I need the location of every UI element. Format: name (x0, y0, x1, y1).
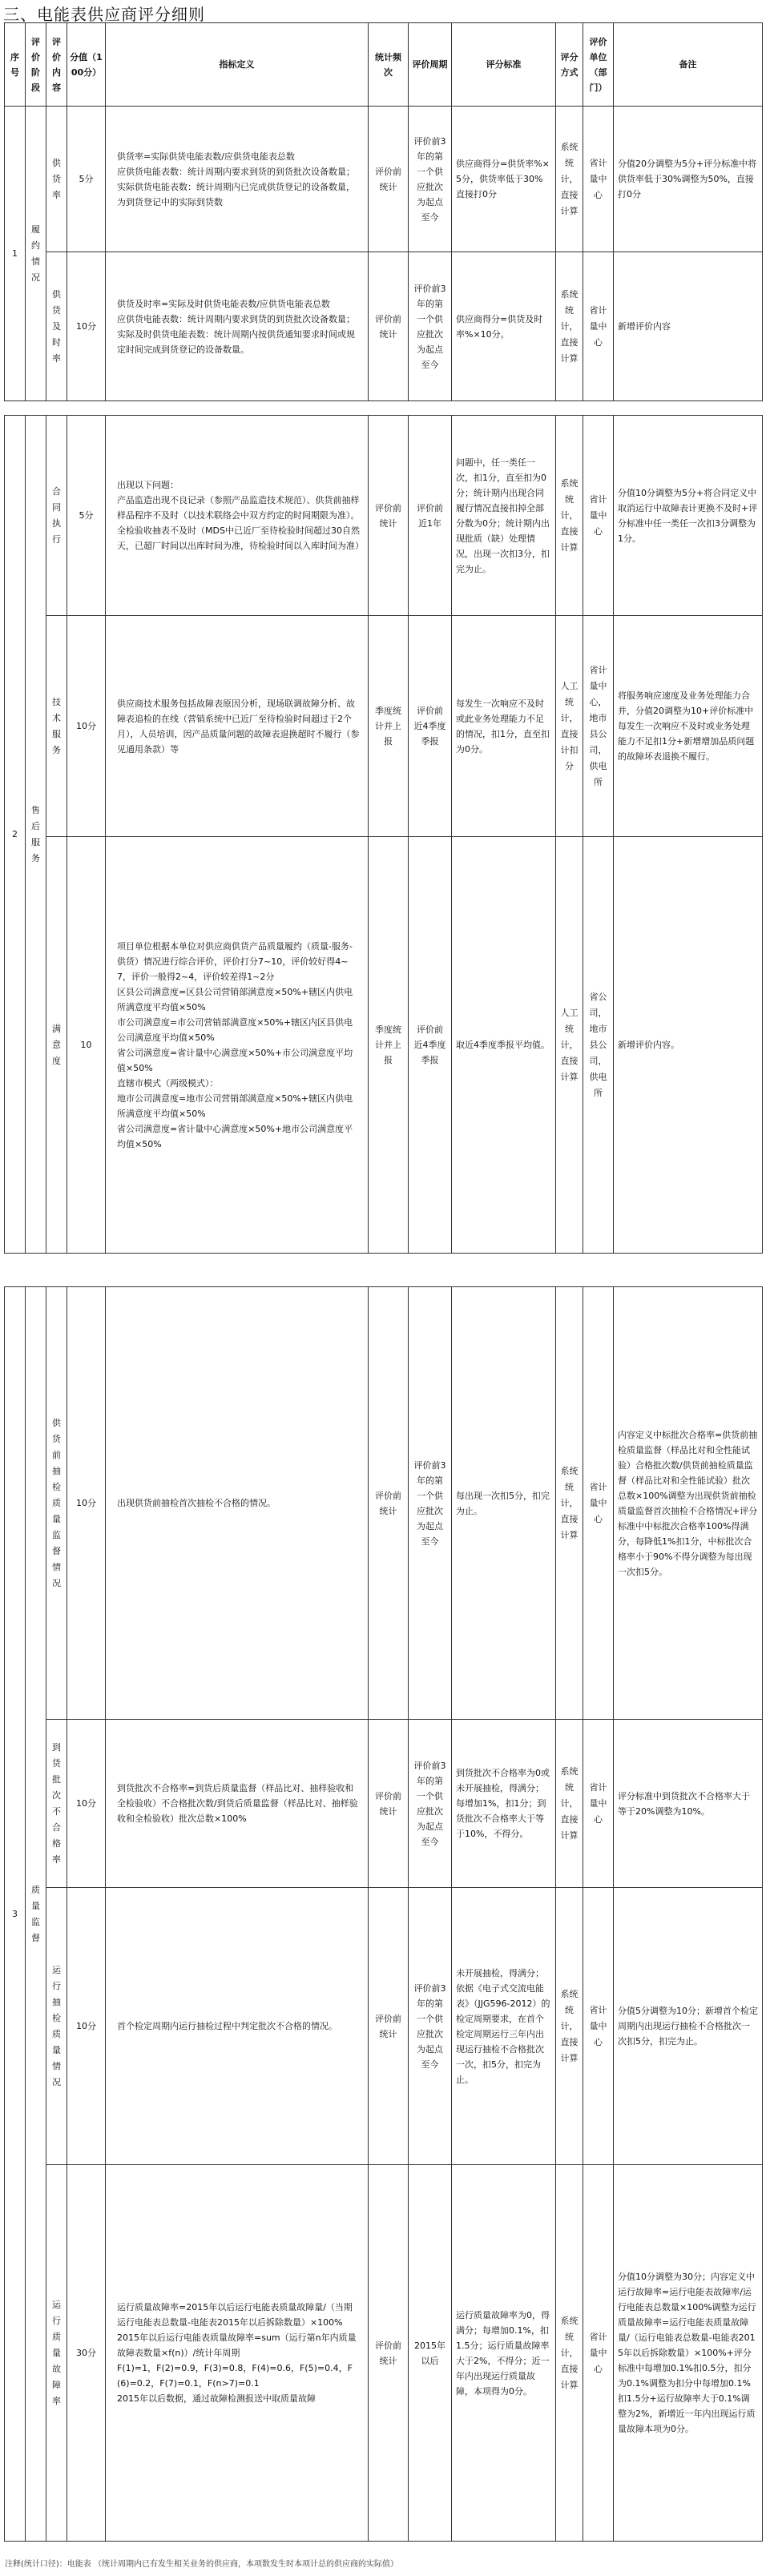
content-cell: 满意度 (46, 837, 67, 1254)
header-period: 评价周期 (409, 23, 452, 107)
definition-cell: 出现供货前抽检首次抽检不合格的情况。 (106, 1287, 369, 1720)
unit-cell: 省计量中心 (583, 107, 614, 252)
unit-cell: 省计量中心 (583, 1720, 614, 1888)
score-table-part2 (4, 415, 763, 1254)
method-cell: 系统统计，直接计算 (556, 1888, 583, 2165)
standard-cell: 到货批次不合格率为0或未开展抽检，得满分；每增加1%，扣1分；到货批次不合格率大于等于10%，不得分。 (452, 1720, 556, 1888)
method-cell: 系统统计，直接计算 (556, 107, 583, 252)
standard-cell: 每发生一次响应不及时或此业务处理能力不足的情况，扣1分，直至扣为0分。 (452, 616, 556, 837)
table-row (5, 1888, 763, 2165)
score-cell: 10分 (67, 1720, 106, 1888)
seq-cell: 2 (5, 416, 26, 1254)
header-remark: 备注 (614, 23, 763, 107)
seq-cell: 1 (5, 107, 26, 401)
standard-cell: 运行质量故障率为0，得满分；每增加0.1%，扣1.5分；运行质量故障率大于2%，不得分；近一年内出现运行质量故障，本项得为0分。 (452, 2165, 556, 2542)
period-cell: 评价前3年的第一个供应批次为起点至今 (409, 252, 452, 401)
table-row (5, 2165, 763, 2542)
definition-cell: 出现以下问题： 产品监造出现不良记录（参照产品监造技术规范）、供货前抽样样品程序不及时（以技术联络会中双方约定的时间期限为准）。 全检验收抽表不及时（MDS中已近厂至待检验时间超过30自然天，已超厂时间以出库时间为准，待检验时间以入库时间为准） (106, 416, 369, 616)
remark-cell: 内容定义中标批次合格率=供货前抽检质量监督（样品比对和全性能试验）合格批次数/供货前抽检质量监督（样品比对和全性能试验）批次总数×100%调整为出现供货前抽检质量监督首次抽检不合格情况+评分标准中中标批次合格率100%得满分，每降低1%扣1分，中标批次合格率小于90%不得分调整为每出现一次扣5分。 (614, 1287, 763, 1720)
header-stage: 评价阶段 (26, 23, 46, 107)
seq-cell: 3 (5, 1287, 26, 2542)
header-seq: 序号 (5, 23, 26, 107)
header-freq: 统计频次 (369, 23, 409, 107)
method-cell: 系统统计，直接计算 (556, 252, 583, 401)
freq-cell: 评价前统计 (369, 416, 409, 616)
content-cell: 技术服务 (46, 616, 67, 837)
freq-cell: 评价前统计 (369, 1888, 409, 2165)
method-cell: 人工统计，直接计算 (556, 837, 583, 1254)
header-standard: 评分标准 (452, 23, 556, 107)
header-score: 分值（100分） (67, 23, 106, 107)
remark-cell: 评分标准中到货批次不合格率大于等于20%调整为10%。 (614, 1720, 763, 1888)
unit-cell: 省计量中心 (583, 252, 614, 401)
header-unit: 评价单位（部门） (583, 23, 614, 107)
freq-cell: 评价前统计 (369, 1287, 409, 1720)
definition-cell: 供应商技术服务包括故障表原因分析，现场联调故障分析、故障表追检的在线（营销系统中已近厂至待检验时间超过于2个月），人员培训，因产品质量问题的故障表退换超时不履行（参见通用条款）等 (106, 616, 369, 837)
table-row (5, 416, 763, 616)
definition-cell: 供货率=实际供货电能表数/应供货电能表总数 应供货电能表数：统计周期内要求到货的到货批次设备数量； 实际供货电能表数：统计周期内已完成供货登记的设备数量，为到货登记中的实际到货数 (106, 107, 369, 252)
score-cell: 10分 (67, 252, 106, 401)
definition-cell: 运行质量故障率=2015年以后运行电能表质量故障量/（当期运行电能表总数量-电能表2015年以后拆除数量）×100% 2015年以后运行电能表质量故障率=sum（运行第n年内质量故障表数量×f(n)）/统计年周期 F(1)=1，F(2)=0.9，F(3)=0.8，F(4)=0.6，F(5)=0.4，F(6)=0.2，F(7)=0.1，F(n>7)=0.1 2015年以后数据，通过故障检测报送中取质量故障 (106, 2165, 369, 2542)
content-cell: 运行质量故障率 (46, 2165, 67, 2542)
table-row (5, 837, 763, 1254)
period-cell: 2015年以后 (409, 2165, 452, 2542)
standard-cell: 供应商得分=供货及时率%×10分。 (452, 252, 556, 401)
freq-cell: 季度统计并上报 (369, 616, 409, 837)
freq-cell: 评价前统计 (369, 2165, 409, 2542)
score-table-part3 (4, 1286, 763, 2542)
table-row (5, 107, 763, 252)
content-cell: 合同执行 (46, 416, 67, 616)
content-cell: 到货批次不合格率 (46, 1720, 67, 1888)
remark-cell: 新增评价内容。 (614, 837, 763, 1254)
unit-cell: 省计量中心 (583, 2165, 614, 2542)
footer-note: 注释(统计口径)：电能表 （统计周期内已有发生相关业务的供应商，本项数发生时本项计总的供应商的实际值） (5, 2560, 398, 2569)
standard-cell: 未开展抽检，得满分；依据《电子式交流电能表》（JJG596-2012）的检定周期要求，在首个检定周期运行三年内出现运行抽检不合格批次一次，扣5分，扣完为止。 (452, 1888, 556, 2165)
score-cell: 30分 (67, 2165, 106, 2542)
unit-cell: 省计量中心 (583, 416, 614, 616)
freq-cell: 评价前统计 (369, 252, 409, 401)
content-cell: 供货及时率 (46, 252, 67, 401)
method-cell: 人工统计，直接计扣分 (556, 616, 583, 837)
method-cell: 系统统计，直接计算 (556, 416, 583, 616)
score-table-part1 (4, 22, 763, 401)
definition-cell: 到货批次不合格率=到货后质量监督（样品比对、抽样验收和全检验收）不合格批次数/到货后质量监督（样品比对、抽样验收和全检验收）批次总数×100% (106, 1720, 369, 1888)
period-cell: 评价前3年的第一个供应批次为起点至今 (409, 1888, 452, 2165)
remark-cell: 分值10分调整为5分+将合同定义中取消运行中故障表计更换不及时+评分标准中任一类任一次扣3分调整为1分。 (614, 416, 763, 616)
score-cell: 10分 (67, 616, 106, 837)
period-cell: 评价前近1年 (409, 416, 452, 616)
header-definition: 指标定义 (106, 23, 369, 107)
standard-cell: 每出现一次扣5分，扣完为止。 (452, 1287, 556, 1720)
stage-cell: 售后服务 (26, 416, 46, 1254)
period-cell: 评价前近4季度季报 (409, 837, 452, 1254)
period-cell: 评价前3年的第一个供应批次为起点至今 (409, 1287, 452, 1720)
remark-cell: 新增评价内容 (614, 252, 763, 401)
definition-cell: 首个检定周期内运行抽检过程中判定批次不合格的情况。 (106, 1888, 369, 2165)
content-cell: 供货率 (46, 107, 67, 252)
table-row (5, 616, 763, 837)
header-method: 评分方式 (556, 23, 583, 107)
definition-cell: 项目单位根据本单位对供应商供货产品质量履约（质量-服务-供货）情况进行综合评价，评价打分7~10，评价较好得4~7，评价一般得2~4，评价较差得1~2分 区县公司满意度=区县公司营销部满意度×50%+辖区内供电所满意度平均值×50% 市公司满意度=市公司营销部满意度×50%+辖区内区县供电公司满意度平均值×50% 省公司满意度=省计量中心满意度×50%+市公司满意度平均值×50% 直辖市模式（两级模式）： 地市公司满意度=地市公司营销部满意度×50%+辖区内供电所满意度平均值×50% 省公司满意度=省计量中心满意度×50%+地市公司满意度平均值×50% (106, 837, 369, 1254)
method-cell: 系统统计，直接计算 (556, 1720, 583, 1888)
content-cell: 供货前抽检质量监督情况 (46, 1287, 67, 1720)
table-row (5, 1720, 763, 1888)
table-row (5, 1287, 763, 1720)
score-cell: 5分 (67, 107, 106, 252)
score-cell: 10分 (67, 1287, 106, 1720)
method-cell: 系统统计，直接计算 (556, 1287, 583, 1720)
standard-cell: 问题中，任一类任一次，扣1分，直至扣为0分；统计期内出现合同履行情况直接扣掉全部分数为0分；统计期内出现批质（缺）处理情况，出现一次扣3分，扣完为止。 (452, 416, 556, 616)
unit-cell: 省计量中心 (583, 1888, 614, 2165)
content-cell: 运行抽检质量情况 (46, 1888, 67, 2165)
remark-cell: 分值20分调整为5分+评分标准中将供货率低于30%调整为50%，直接打0分 (614, 107, 763, 252)
standard-cell: 取近4季度季报平均值。 (452, 837, 556, 1254)
stage-cell: 履约情况 (26, 107, 46, 401)
freq-cell: 评价前统计 (369, 107, 409, 252)
remark-cell: 分值10分调整为30分；内容定义中运行故障率=运行电能表故障率/运行电能表总数量×100%调整为运行质量故障率=运行电能表质量故障量/（运行电能表总数量-电能表2015年以后拆除数量）×100%+评分标准中每增加0.1%扣0.5分，扣分为0.1%调整为扣分中每增加0.1%扣1.5分+运行故障率大于0.1%调整为2%，新增近一年内出现运行质量故障本项为0分。 (614, 2165, 763, 2542)
freq-cell: 评价前统计 (369, 1720, 409, 1888)
period-cell: 评价前3年的第一个供应批次为起点至今 (409, 107, 452, 252)
period-cell: 评价前近4季度季报 (409, 616, 452, 837)
header-content: 评价内容 (46, 23, 67, 107)
table-header-row (5, 23, 763, 107)
standard-cell: 供应商得分=供货率%×5分，供货率低于30%直接打0分 (452, 107, 556, 252)
page-title: 三、电能表供应商评分细则 (3, 5, 205, 24)
freq-cell: 季度统计并上报 (369, 837, 409, 1254)
definition-cell: 供货及时率=实际及时供货电能表数/应供货电能表总数 应供货电能表数：统计周期内要求到货的到货批次设备数量； 实际及时供货电能表数：统计周期内按供货通知要求时间或规定时间完成到货登记的设备数量。 (106, 252, 369, 401)
remark-cell: 分值5分调整为10分；新增首个检定周期内出现运行抽检不合格批次一次扣5分，扣完为止。 (614, 1888, 763, 2165)
score-cell: 5分 (67, 416, 106, 616)
unit-cell: 省计量中心 (583, 1287, 614, 1720)
stage-cell: 质量监督 (26, 1287, 46, 2542)
period-cell: 评价前3年的第一个供应批次为起点至今 (409, 1720, 452, 1888)
unit-cell: 省计量中心，地市县公司，供电所 (583, 616, 614, 837)
method-cell: 系统统计，直接计算 (556, 2165, 583, 2542)
unit-cell: 省公司，地市县公司，供电所 (583, 837, 614, 1254)
score-cell: 10分 (67, 1888, 106, 2165)
remark-cell: 将服务响应速度及业务处理能力合并，分值20调整为10+评价标准中每发生一次响应不及时或业务处理能力不足扣1分+新增增加品质问题的故障坏表退换不履行。 (614, 616, 763, 837)
score-cell: 10 (67, 837, 106, 1254)
table-row (5, 252, 763, 401)
